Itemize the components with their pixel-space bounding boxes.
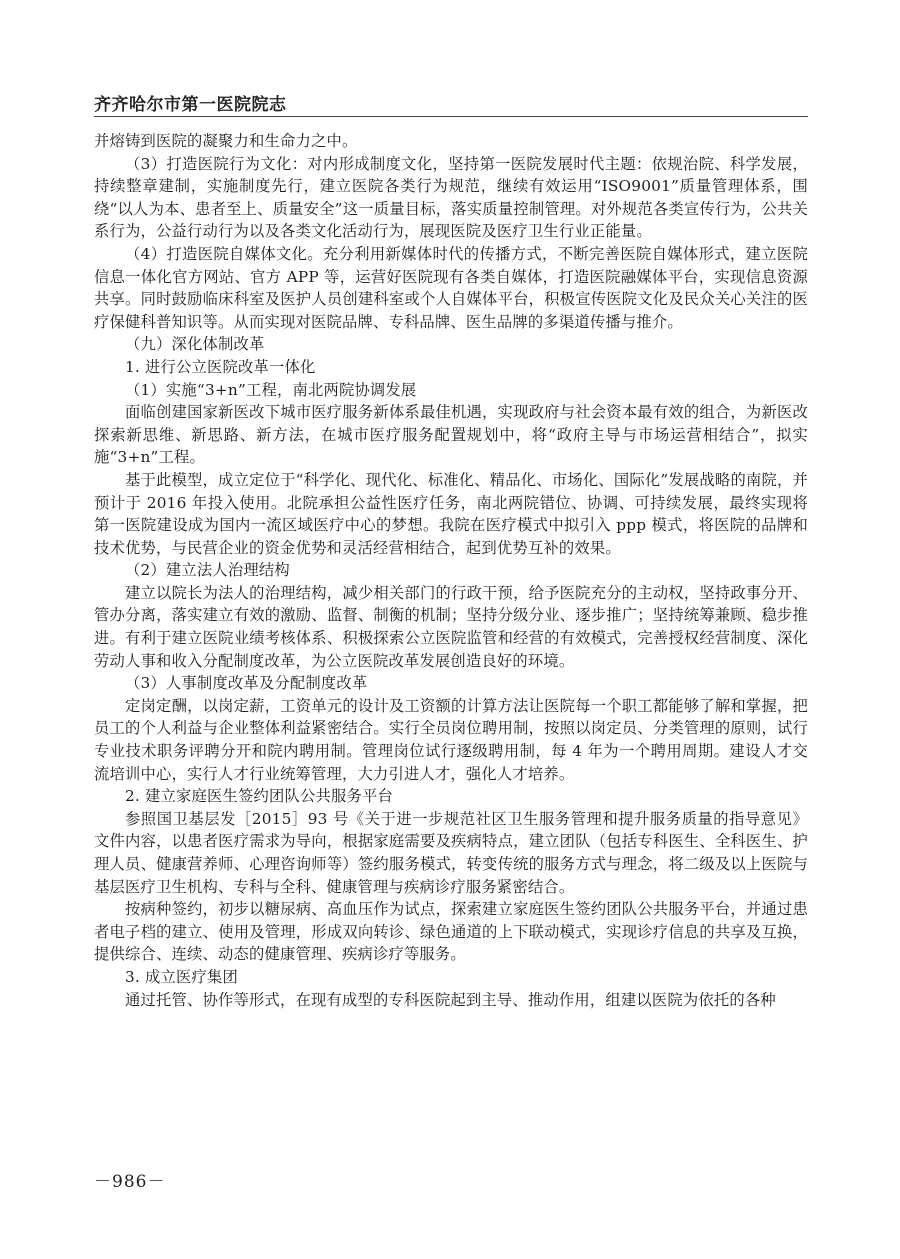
item-heading-3n-project: （1）实施“3+n”工程，南北两院协调发展 [125,380,417,399]
paragraph-self-media-culture: （4）打造医院自媒体文化。充分利用新媒体时代的传播方式，不断完善医院自媒体形式，建立医院信息一体化官方网站、官方 APP 等，运营好医院现有各类自媒体，打造医院融媒体平台，实现信息资源共享。同时鼓励临床科室及医护人员创建科室或个人自媒体平台，积极宣传医院文化及民众关心关注的医疗保健科普知识等。从而实现对医院品牌、专科品牌、医生品牌的多渠道传播与推介。 [94,244,808,331]
item-heading-personnel-reform: （3）人事制度改革及分配制度改革 [125,674,368,693]
section-heading-reform: （九）深化体制改革 [125,335,265,354]
paragraph-behavior-culture: （3）打造医院行为文化：对内形成制度文化，坚持第一医院发展时代主题：依规治院、科学发展，持续整章建制，实施制度先行，建立医院各类行为规范，继续有效运用“ISO9001”质量管理体系，围绕“以人为本、患者至上、质量安全”这一质量目标，落实质量控制管理。对外规范各类宣传行为，公共关系行为，公益行动行为以及各类文化活动行为，展现医院及医疗卫生行业正能量。 [94,154,808,241]
running-header-title: 齐齐哈尔市第一医院院志 [94,95,287,115]
paragraph-south-campus: 基于此模型，成立定位于“科学化、现代化、标准化、精品化、市场化、国际化”发展战略的南院，并预计于 2016 年投入使用。北院承担公益性医疗任务，南北两院错位、协调、可持续发展，最终实现将第一医院建设成为国内一流区域医疗中心的梦想。我院在医疗模式中拟引入 ppp 模式，将医院的品牌和技术优势，与民营企业的资金优势和灵活经营相结合，起到优势互补的效果。 [94,470,808,557]
subsection-heading-family-doctor: 2. 建立家庭医生签约团队公共服务平台 [125,787,394,806]
subsection-heading-public-hospital-reform: 1. 进行公立医院改革一体化 [125,357,316,376]
item-heading-governance: （2）建立法人治理结构 [125,561,290,580]
page-header [94,84,808,117]
body-text [94,130,808,1011]
paragraph-personnel-reform: 定岗定酬，以岗定薪，工资单元的设计及工资额的计算方法让医院每一个职工都能够了解和掌握，把员工的个人利益与企业整体利益紧密结合。实行全员岗位聘用制，按照以岗定员、分类管理的原则，试行专业技术职务评聘分开和院内聘用制。管理岗位试行逐级聘用制，每 4 年为一个聘用周期。建设人才交流培训中心，实行人才行业统筹管理，大力引进人才，强化人才培养。 [94,696,808,783]
paragraph-governance: 建立以院长为法人的治理结构，减少相关部门的行政干预，给予医院充分的主动权，坚持政事分开、管办分离，落实建立有效的激励、监督、制衡的机制；坚持分级分业、逐步推广；坚持统筹兼顾、稳步推进。有利于建立医院业绩考核体系、积极探索公立医院监管和经营的有效模式，完善授权经营制度、深化劳动人事和收入分配制度改革，为公立医院改革发展创造良好的环境。 [94,583,808,670]
paragraph-family-doctor-model: 参照国卫基层发［2015］93 号《关于进一步规范社区卫生服务管理和提升服务质量的指导意见》文件内容，以患者医疗需求为导向，根据家庭需要及疾病特点，建立团队（包括专科医生、全科医生、护理人员、健康营养师、心理咨询师等）签约服务模式，转变传统的服务方式与理念，将二级及以上医院与基层医疗卫生机构、专科与全科、健康管理与疾病诊疗服务紧密结合。 [94,809,808,896]
subsection-heading-medical-group: 3. 成立医疗集团 [125,967,239,986]
paragraph-3n-project: 面临创建国家新医改下城市医疗服务新体系最佳机遇，实现政府与社会资本最有效的组合，为新医改探索新思维、新思路、新方法，在城市医疗服务配置规划中，将“政府主导与市场运营相结合”，拟实施“3+n”工程。 [94,403,808,467]
paragraph-disease-signing: 按病种签约，初步以糖尿病、高血压作为试点，探索建立家庭医生签约团队公共服务平台，并通过患者电子档的建立、使用及管理，形成双向转诊、绿色通道的上下联动模式，实现诊疗信息的共享及互换，提供综合、连续、动态的健康管理、疾病诊疗等服务。 [94,900,808,964]
page-number: －986－ [94,1172,166,1192]
paragraph-medical-group: 通过托管、协作等形式，在现有成型的专科医院起到主导、推动作用，组建以医院为依托的各种 [125,990,776,1009]
paragraph-continuation: 并熔铸到医院的凝聚力和生命力之中。 [94,132,358,150]
